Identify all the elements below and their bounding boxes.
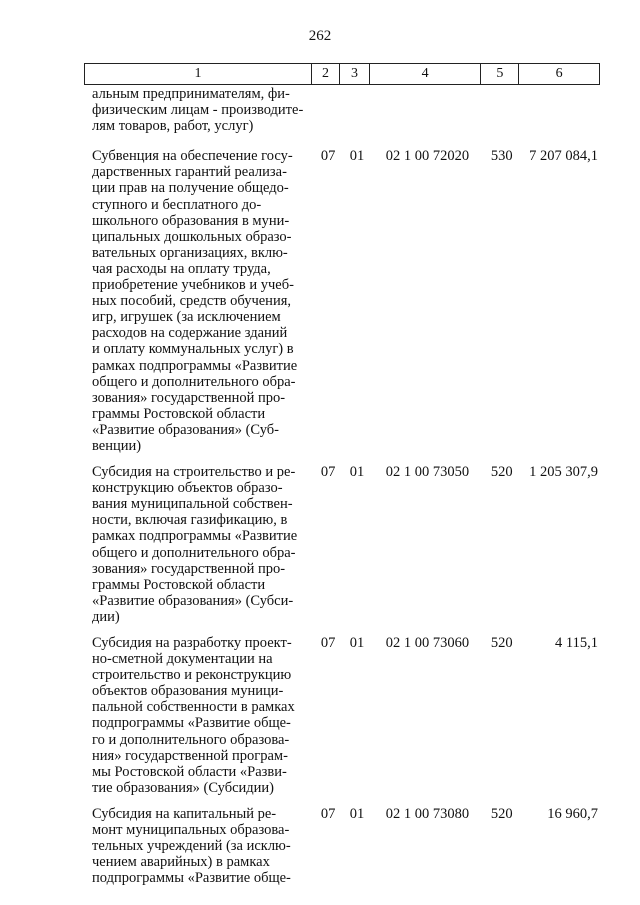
description-line: приобретение учебников и учеб- (92, 277, 294, 294)
description-line: Субвенция на обеспечение госу- (92, 148, 293, 165)
description-line: рамках подпрограммы «Развитие (92, 528, 298, 545)
table-row (84, 806, 600, 886)
subsection-code: 01 (349, 635, 365, 651)
description-line: ных пособий, средств обучения, (92, 293, 291, 310)
description-line: лям товаров, работ, услуг) (92, 118, 254, 135)
amount-value (521, 86, 600, 134)
description-line: Субсидия на строительство и ре- (92, 464, 296, 481)
description-line: школьного образования в муни- (92, 212, 290, 229)
description-line: монт муниципальных образова- (92, 822, 290, 839)
expense-type-code: 520 (490, 805, 513, 822)
description-line: «Развитие образования» (Суб- (92, 421, 280, 438)
expense-type-code: 520 (490, 464, 513, 481)
description-line: вательных организациях, вклю- (92, 244, 288, 261)
header-col-6: 6 (555, 66, 563, 81)
description-line: конструкцию объектов образо- (92, 480, 283, 497)
expense-type-code (483, 86, 521, 134)
amount-value: 4 115,1 (555, 635, 599, 651)
description-line: ступного и бесплатного до- (92, 196, 262, 213)
description-line: ципальных дошкольных образо- (92, 228, 292, 245)
subsection-code: 01 (349, 805, 365, 822)
description-line: подпрограммы «Развитие обще- (92, 870, 291, 887)
description-line: альным предпринимателям, фи- (92, 86, 290, 102)
amount-value: 16 960,7 (547, 805, 599, 822)
section-code: 07 (320, 464, 336, 481)
subsection-code: 01 (349, 464, 365, 481)
description-line: венции) (92, 437, 142, 454)
description-line: общего и дополнительного обра- (92, 544, 296, 561)
page-number: 262 (308, 28, 332, 44)
description-line: граммы Ростовской области (92, 576, 266, 593)
description-line: строительство и реконструкцию (92, 667, 292, 684)
description-line: расходов на содержание зданий (92, 325, 288, 342)
description-line: ния» государственной програм- (92, 747, 288, 764)
table-row (84, 635, 600, 796)
section-code: 07 (320, 148, 336, 165)
description-line: дарственных гарантий реализа- (92, 164, 287, 181)
description-line: дии) (92, 608, 120, 625)
target-article-code: 02 1 00 73060 (385, 635, 470, 651)
header-col-5: 5 (481, 64, 519, 84)
subsection-code (342, 86, 372, 134)
table-header (84, 63, 600, 85)
description-line: рамках подпрограммы «Развитие (92, 357, 298, 374)
description-line: тельных учреждений (за исклю- (92, 838, 291, 855)
table-row (84, 464, 600, 625)
description-line: физическим лицам - производите- (92, 102, 304, 119)
description-line: го и дополнительного образова- (92, 731, 290, 748)
description-line: чением аварийных) в рамках (92, 854, 270, 871)
expense-type-code: 520 (490, 635, 513, 651)
section-code: 07 (320, 805, 336, 822)
section-code: 07 (320, 635, 336, 651)
row-description (84, 464, 310, 625)
amount-value: 1 205 307,9 (529, 464, 599, 481)
description-line: Субсидия на разработку проект- (92, 635, 292, 651)
description-line: пальной собственности в рамках (92, 699, 295, 716)
description-line: но-сметной документации на (92, 651, 273, 668)
row-description (84, 148, 310, 454)
description-line: Субсидия на капитальный ре- (92, 805, 277, 822)
description-line: мы Ростовской области «Разви- (92, 763, 287, 780)
target-article-code (372, 86, 483, 134)
table-body (84, 86, 600, 896)
table-row (84, 86, 600, 134)
description-line: подпрограммы «Развитие обще- (92, 715, 291, 732)
subsection-code: 01 (349, 148, 365, 165)
expense-type-code: 530 (490, 148, 513, 165)
description-line: зования» государственной про- (92, 389, 286, 406)
header-col-3: 3 (340, 64, 370, 84)
row-description (84, 635, 310, 796)
header-col-1: 1 (85, 64, 312, 84)
target-article-code: 02 1 00 73080 (385, 805, 470, 822)
section-code (314, 86, 342, 134)
description-line: ции прав на получение общедо- (92, 180, 289, 197)
row-description (84, 806, 310, 886)
description-line: объектов образования муници- (92, 683, 284, 700)
description-line: чая расходы на оплату труда, (92, 260, 271, 277)
header-col-2: 2 (312, 64, 340, 84)
description-line: граммы Ростовской области (92, 405, 266, 422)
description-line: ности, включая газификацию, в (92, 512, 288, 529)
description-line: общего и дополнительного обра- (92, 373, 296, 390)
description-line: игр, игрушек (за исключением (92, 309, 281, 326)
target-article-code: 02 1 00 73050 (385, 464, 470, 481)
description-line: «Развитие образования» (Субси- (92, 592, 294, 609)
row-description (84, 86, 310, 134)
amount-value: 7 207 084,1 (529, 148, 599, 165)
header-col-4: 4 (370, 64, 482, 84)
description-line: и оплату коммунальных услуг) в (92, 341, 294, 358)
table-row (84, 148, 600, 454)
description-line: тие образования» (Субсидии) (92, 779, 275, 796)
description-line: зования» государственной про- (92, 560, 286, 577)
description-line: вания муниципальной собствен- (92, 496, 293, 513)
target-article-code: 02 1 00 72020 (385, 148, 470, 165)
